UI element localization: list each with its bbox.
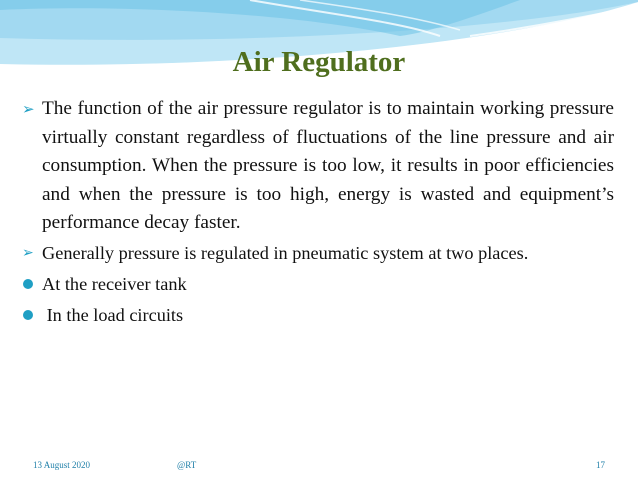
bullet-text: Generally pressure is regulated in pneumatic system at two places. — [42, 242, 529, 263]
arrow-bullet-icon: ➢ — [22, 100, 35, 118]
dot-bullet-icon — [23, 310, 33, 320]
bullet-text: At the receiver tank — [42, 273, 187, 294]
footer-author: @RT — [177, 460, 197, 470]
bullet-item — [22, 269, 614, 300]
dot-bullet-icon — [23, 279, 33, 289]
footer-page-number: 17 — [596, 460, 605, 470]
footer-date: 13 August 2020 — [33, 460, 91, 470]
slide-body — [22, 95, 614, 331]
bullet-text: In the load circuits — [42, 304, 184, 325]
bullet-item — [22, 300, 614, 331]
bullet-item — [22, 241, 614, 266]
bullet-text: The function of the air pressure regulator is to maintain working pressure virtually constant regardless of fluctuations of the line pressure and air consumption. When the pressure is too low, it results in poor efficiencies and when the pressure is too high, energy is wasted and equipment’s performance decay faster. — [42, 98, 614, 233]
arrow-bullet-icon: ➢ — [22, 244, 34, 261]
slide-title: Air Regulator — [232, 46, 406, 78]
bullet-item — [22, 95, 614, 238]
